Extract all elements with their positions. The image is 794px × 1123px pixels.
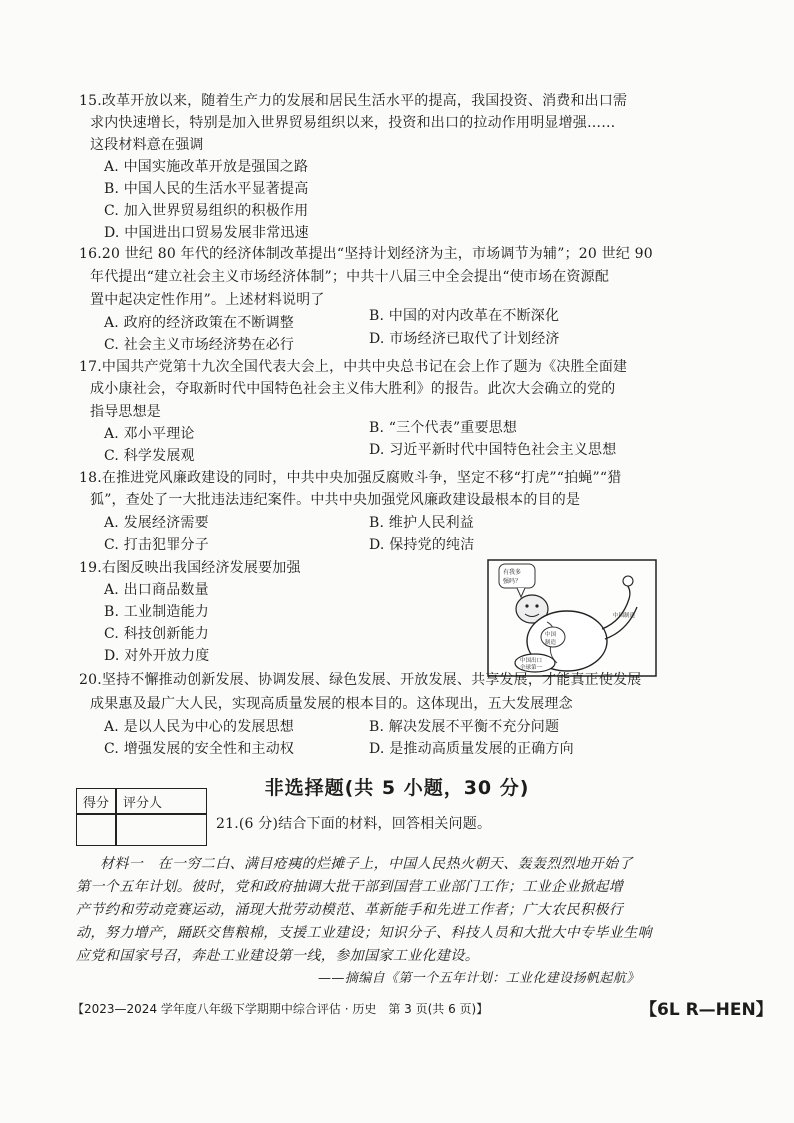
q18-line-1: 18.在推进党风廉政建设的同时，中共中央加强反腐败斗争，坚定不移“打虎”“拍蝇”“猎 xyxy=(79,470,622,486)
grader-label: 评分人 xyxy=(123,796,163,811)
q17-option-b[interactable]: B. “三个代表”重要思想 xyxy=(369,420,518,436)
q15-line-1: 15.改革开放以来，随着生产力的发展和居民生活水平的提高，我国投资、消费和出口需 xyxy=(79,93,628,109)
q19-line-1: 19.右图反映出我国经济发展要加强 xyxy=(79,560,301,576)
cartoon-bubble-text-1: 有我多 xyxy=(503,569,522,576)
q15-line-3: 这段材料意在强调 xyxy=(90,137,204,153)
q17-option-c[interactable]: C. 科学发展观 xyxy=(104,448,195,464)
q19-option-c[interactable]: C. 科技创新能力 xyxy=(104,626,209,642)
cartoon-figure xyxy=(487,559,657,677)
q15-option-a[interactable]: A. 中国实施改革开放是强国之路 xyxy=(104,159,309,175)
q18-option-d[interactable]: D. 保持党的纯洁 xyxy=(369,537,475,553)
q19-option-d[interactable]: D. 对外开放力度 xyxy=(104,648,210,664)
q18-option-a[interactable]: A. 发展经济需要 xyxy=(104,515,209,531)
score-table xyxy=(76,788,207,846)
q16-line-1: 16.20 世纪 80 年代的经济体制改革提出“坚持计划经济为主，市场调节为辅”；20 世纪 90 xyxy=(79,246,653,262)
footer-code: 【6L R—HEN】 xyxy=(640,1000,773,1020)
q16-option-d[interactable]: D. 市场经济已取代了计划经济 xyxy=(369,331,560,347)
q17-option-d[interactable]: D. 习近平新时代中国特色社会主义思想 xyxy=(369,442,617,458)
q16-option-b[interactable]: B. 中国的对内改革在不断深化 xyxy=(369,308,560,324)
q18-option-b[interactable]: B. 维护人民利益 xyxy=(369,515,474,531)
q17-line-1: 17.中国共产党第十九次全国代表大会上，中共中央总书记在会上作了题为《决胜全面建 xyxy=(79,359,628,375)
material-line-1: 材料一 在一穷二白、满目疮痍的烂摊子上，中国人民热火朝天、轰轰烈烈地开始了 xyxy=(100,856,633,872)
q17-line-3: 指导思想是 xyxy=(90,404,161,420)
cartoon-plate-text-2: 全球第一 xyxy=(520,665,543,671)
cartoon-tag-text: 中国制造 xyxy=(613,613,636,619)
q20-line-1: 20.坚持不懈推动创新发展、协调发展、绿色发展、开放发展、共享发展，才能真正使发展 xyxy=(79,672,642,688)
material-source: ——摘编自《第一个五年计划：工业化建设扬帆起航》 xyxy=(318,971,640,986)
score-label: 得分 xyxy=(83,796,110,811)
material-line-2: 第一个五年计划。彼时，党和政府抽调大批干部到国营工业部门工作；工业企业掀起增 xyxy=(76,879,624,895)
material-line-3: 产节约和劳动竞赛运动，涌现大批劳动模范、革新能手和先进工作者；广大农民积极行 xyxy=(76,902,624,918)
q20-line-2: 成果惠及最广大人民，实现高质量发展的根本目的。这体现出，五大发展理念 xyxy=(90,696,573,712)
material-line-5: 应党和国家号召，奔赴工业建设第一线，参加国家工业化建设。 xyxy=(76,948,480,964)
q18-option-c[interactable]: C. 打击犯罪分子 xyxy=(104,537,209,553)
q15-option-d[interactable]: D. 中国进出口贸易发展非常迅速 xyxy=(104,225,309,241)
q19-option-a[interactable]: A. 出口商品数量 xyxy=(104,582,209,598)
material-line-4: 动，努力增产，踊跃交售粮棉，支援工业建设；知识分子、科技人员和大批大中专毕业生响 xyxy=(76,925,652,941)
q15-option-b[interactable]: B. 中国人民的生活水平显著提高 xyxy=(104,181,309,197)
cartoon-chest-text-1: 中国 xyxy=(545,632,557,638)
cartoon-bubble-text-2: 强吗？ xyxy=(503,578,522,585)
q20-option-b[interactable]: B. 解决发展不平衡不充分问题 xyxy=(369,719,560,735)
q20-option-c[interactable]: C. 增强发展的安全性和主动权 xyxy=(104,741,295,757)
q16-line-3: 置中起决定性作用”。上述材料说明了 xyxy=(90,292,325,308)
q16-option-a[interactable]: A. 政府的经济政策在不断调整 xyxy=(104,315,295,331)
q15-option-c[interactable]: C. 加入世界贸易组织的积极作用 xyxy=(104,203,309,219)
q21-prompt: 21.(6 分)结合下面的材料，回答相关问题。 xyxy=(216,816,492,832)
q20-option-d[interactable]: D. 是推动高质量发展的正确方向 xyxy=(369,741,574,757)
section-title: 非选择题(共 5 小题，30 分) xyxy=(264,777,530,799)
q17-line-2: 成小康社会，夺取新时代中国特色社会主义伟大胜利》的报告。此次大会确立的党的 xyxy=(90,381,616,397)
q20-option-a[interactable]: A. 是以人民为中心的发展思想 xyxy=(104,719,295,735)
footer-info: 【2023—2024 学年度八年级下学期期中综合评估 · 历史 第 3 页(共 6 页)】 xyxy=(72,1002,489,1016)
q15-line-2: 求内快速增长，特别是加入世界贸易组织以来，投资和出口的拉动作用明显增强…… xyxy=(90,115,616,131)
q18-line-2: 狐”，查处了一大批违法违纪案件。中共中央加强党风廉政建设最根本的目的是 xyxy=(90,492,581,508)
q16-option-c[interactable]: C. 社会主义市场经济势在必行 xyxy=(104,337,295,353)
cartoon-chest-text-2: 制造 xyxy=(545,640,557,646)
q19-option-b[interactable]: B. 工业制造能力 xyxy=(104,604,209,620)
cartoon-plate-text-1: 中国出口 xyxy=(520,658,543,664)
q16-line-2: 年代提出“建立社会主义市场经济体制”；中共十八届三中全会提出“使市场在资源配 xyxy=(90,269,610,285)
q17-option-a[interactable]: A. 邓小平理论 xyxy=(104,426,195,442)
